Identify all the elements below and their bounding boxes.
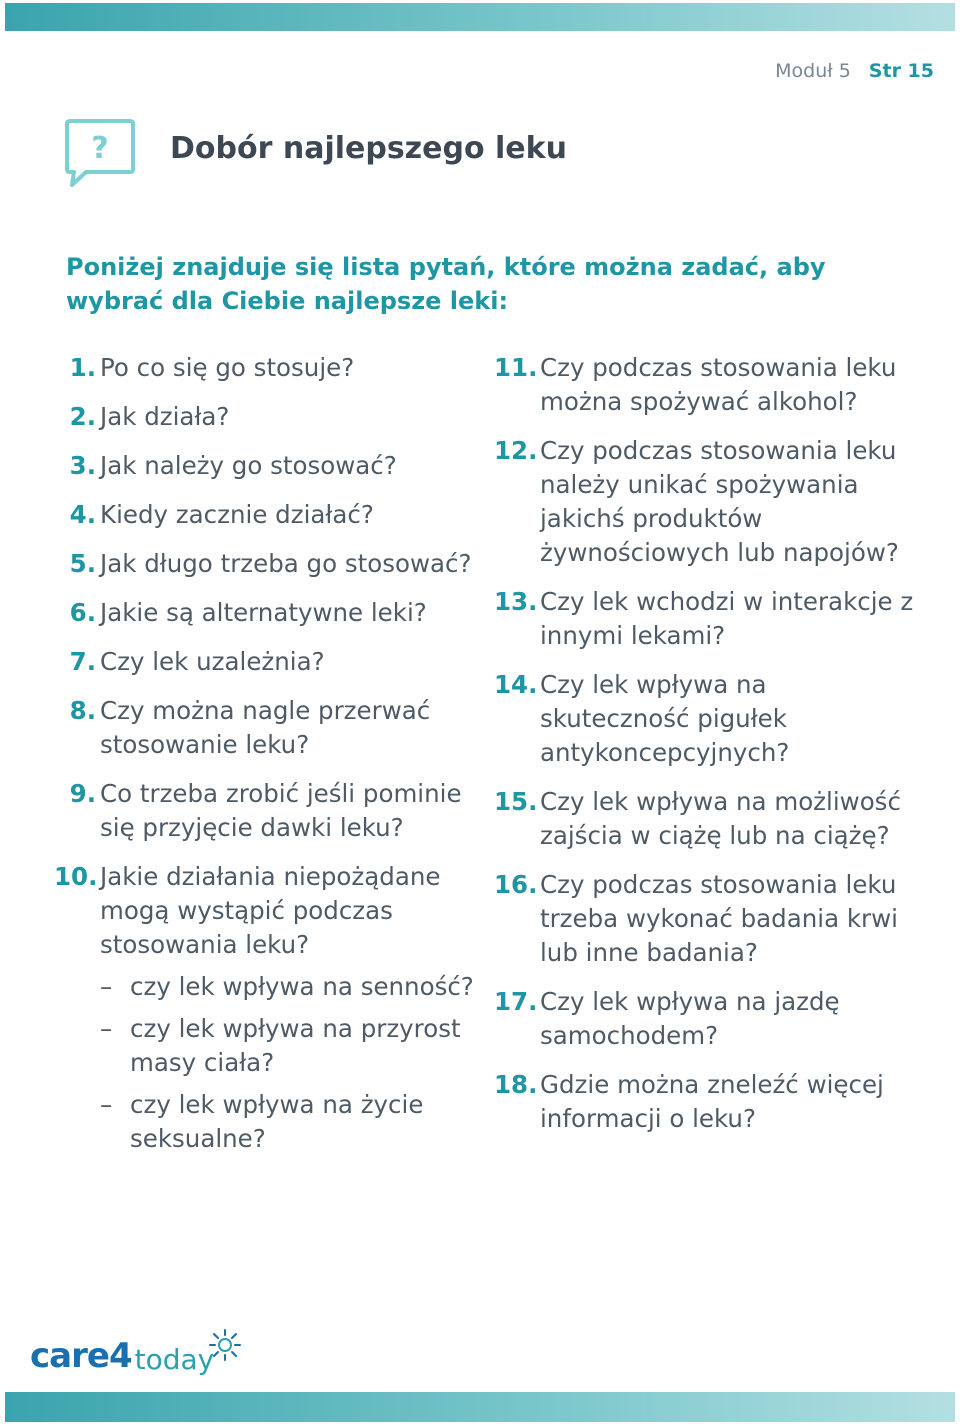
question-text: Czy lek uzależnia? (100, 647, 325, 676)
question-number: 18. (494, 1070, 538, 1099)
question-number: 12. (494, 436, 538, 465)
question-item (69, 777, 480, 845)
question-item (494, 351, 920, 419)
sub-question-text: czy lek wpływa na życie seksualne? (130, 1090, 424, 1153)
care4today-logo (30, 1328, 242, 1376)
sub-question-item (100, 1012, 480, 1080)
question-text: Czy lek wchodzi w interakcje z innymi lekami? (540, 587, 914, 650)
question-number: 9. (69, 779, 96, 808)
question-item (69, 449, 480, 483)
question-item (494, 585, 920, 653)
question-text: Kiedy zacznie działać? (100, 500, 374, 529)
page-title: Dobór najlepszego leku (170, 131, 567, 166)
question-item (69, 400, 480, 434)
question-text: Czy lek wpływa na jazdę samochodem? (540, 987, 840, 1050)
logo-text-care: care (30, 1336, 109, 1376)
sub-question-item (100, 970, 480, 1004)
question-number: 16. (494, 870, 538, 899)
question-text: Jakie są alternatywne leki? (100, 598, 427, 627)
question-item (69, 596, 480, 630)
question-item (494, 868, 920, 970)
question-item (494, 668, 920, 770)
question-text: Jakie działania niepożądane mogą wystąpić podczas stosowania leku? (100, 862, 441, 959)
question-item (69, 645, 480, 679)
question-item (54, 860, 480, 1156)
questions-right-column (494, 351, 920, 1151)
question-number: 13. (494, 587, 538, 616)
dash-bullet: – (100, 972, 113, 1001)
dash-bullet: – (100, 1090, 113, 1119)
question-number: 17. (494, 987, 538, 1016)
question-number: 2. (69, 402, 96, 431)
question-number: 14. (494, 670, 538, 699)
question-text: Jak należy go stosować? (100, 451, 397, 480)
question-item (69, 498, 480, 532)
logo-text-today: today (134, 1343, 215, 1376)
dash-bullet: – (100, 1014, 113, 1043)
questions-left-column (54, 351, 480, 1171)
question-number: 1. (69, 353, 96, 382)
question-text: Czy podczas stosowania leku można spożywać alkohol? (540, 353, 897, 416)
sub-question-text: czy lek wpływa na senność? (130, 972, 474, 1001)
question-number: 5. (69, 549, 96, 578)
question-text: Jak długo trzeba go stosować? (100, 549, 472, 578)
sub-question-list (100, 970, 480, 1156)
page-number: Str 15 (868, 60, 934, 82)
question-text: Czy lek wpływa na możliwość zajścia w ciążę lub na ciążę? (540, 787, 901, 850)
question-item (494, 985, 920, 1053)
logo-text-four: 4 (108, 1336, 133, 1376)
question-item (69, 694, 480, 762)
logo-sparkle-icon (208, 1328, 242, 1362)
question-number: 11. (494, 353, 538, 382)
module-label: Moduł 5 (775, 60, 851, 82)
question-text: Czy podczas stosowania leku należy unikać spożywania jakichś produktów żywnościowych lub napojów? (540, 436, 899, 567)
question-item (69, 547, 480, 581)
question-number: 10. (54, 862, 98, 891)
question-item (494, 434, 920, 570)
question-number: 4. (69, 500, 96, 529)
sub-question-text: czy lek wpływa na przyrost masy ciała? (130, 1014, 461, 1077)
question-text: Gdzie można zneleźć więcej informacji o leku? (540, 1070, 884, 1133)
question-text: Czy podczas stosowania leku trzeba wykonać badania krwi lub inne badania? (540, 870, 898, 967)
bottom-gradient-bar (5, 1392, 955, 1422)
question-number: 6. (69, 598, 96, 627)
question-text: Po co się go stosuje? (100, 353, 355, 382)
question-number: 8. (69, 696, 96, 725)
sub-question-item (100, 1088, 480, 1156)
question-item (69, 351, 480, 385)
question-number: 3. (69, 451, 96, 480)
page-meta (775, 60, 934, 82)
question-item (494, 785, 920, 853)
top-gradient-bar (5, 3, 955, 31)
question-number: 7. (69, 647, 96, 676)
intro-text: Poniżej znajduje się lista pytań, które można zadać, aby wybrać dla Ciebie najlepsze leki: (66, 253, 826, 315)
question-mark-glyph: ? (91, 131, 109, 166)
question-text: Czy lek wpływa na skuteczność pigułek antykoncepcyjnych? (540, 670, 790, 767)
question-bubble-icon (64, 117, 136, 189)
question-text: Jak działa? (100, 402, 230, 431)
question-number: 15. (494, 787, 538, 816)
question-text: Czy można nagle przerwać stosowanie leku? (100, 696, 431, 759)
question-item (494, 1068, 920, 1136)
question-text: Co trzeba zrobić jeśli pominie się przyjęcie dawki leku? (100, 779, 462, 842)
